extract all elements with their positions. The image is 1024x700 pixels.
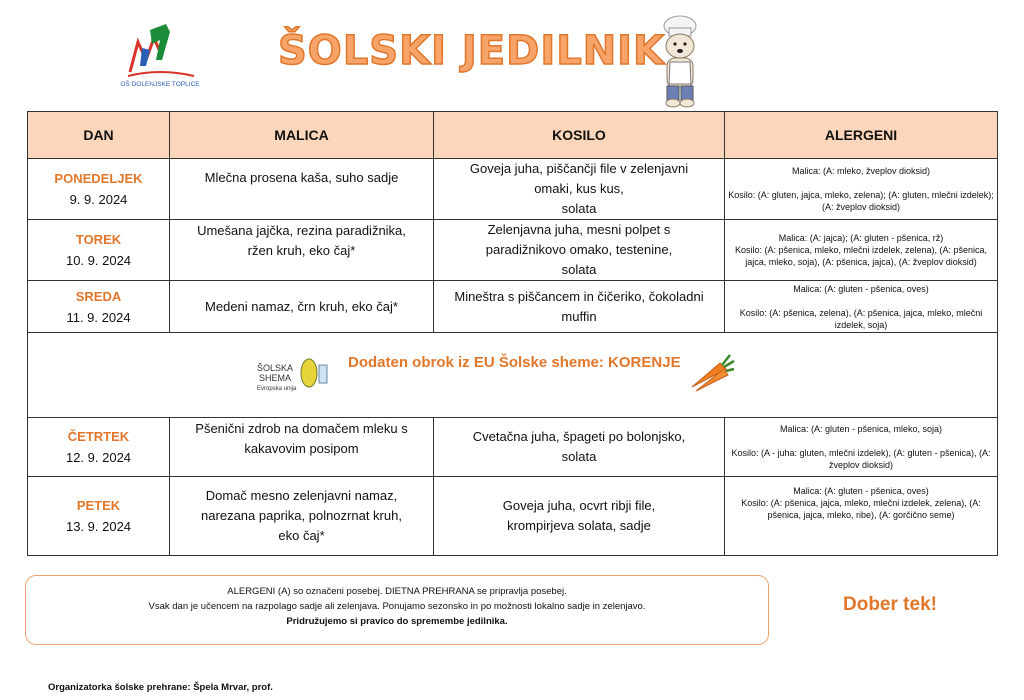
note-line-bold: Pridružujemo si pravico do spremembe jedilnika. (286, 616, 508, 627)
svg-text:ŠOLSKA: ŠOLSKA (257, 363, 294, 373)
kosilo-line: Zelenjavna juha, mesni polpet s (487, 222, 671, 237)
day-date: 11. 9. 2024 (66, 309, 131, 325)
malica-text: Mlečna prosena kaša, suho sadje (204, 170, 399, 185)
page-title: ŠOLSKI JEDILNIK (278, 28, 666, 74)
malica-line: eko čaj* (278, 528, 325, 543)
organizer-credit: Organizatorka šolske prehrane: Špela Mrvar, prof. (48, 682, 273, 693)
kosilo-cell (434, 159, 725, 220)
school-scheme-logo (253, 343, 333, 403)
malica-line: ržen kruh, eko čaj* (247, 243, 356, 258)
malica-cell (170, 159, 434, 220)
day-name: PETEK (76, 498, 121, 513)
kosilo-cell (434, 418, 725, 477)
kosilo-line: solata (561, 201, 597, 216)
alergeni-kosilo: Kosilo: (A: pšenica, zelena), (A: pšenica, jajca, mleko, mlečni izdelek, soja) (739, 307, 983, 330)
kosilo-line: omaki, kus kus, (534, 181, 624, 196)
table-row (28, 418, 998, 477)
alergeni-kosilo: Kosilo: (A: pšenica, jajca, mleko, mlečni izdelek, zelena), (A: pšenica, jajca, mleko, ribe), (A: gorčično seme) (741, 498, 981, 520)
table-row (28, 220, 998, 281)
table-row (28, 159, 998, 220)
kosilo-line: solata (561, 262, 597, 277)
kosilo-line: krompirjeva solata, sadje (507, 518, 651, 533)
day-date: 10. 9. 2024 (65, 253, 132, 268)
kosilo-cell (434, 281, 725, 333)
malica-line: Domač mesno zelenjavni namaz, (205, 488, 398, 503)
alergeni-cell (725, 159, 998, 220)
day-date: 12. 9. 2024 (65, 450, 132, 465)
table-row (28, 477, 998, 556)
column-header-malica: MALICA (170, 112, 434, 159)
alergeni-cell (725, 418, 998, 477)
school-logo (120, 20, 200, 90)
kosilo-line: Goveja juha, piščančji file v zelenjavni (469, 161, 689, 176)
note-line: Vsak dan je učencem na razpolago sadje ali zelenjava. Ponujamo sezonsko in po možnosti lokalno sadje in zelenjavo. (148, 601, 646, 612)
alergeni-malica: Malica: (A: gluten - pšenica, oves) (793, 486, 929, 496)
note-line: ALERGENI (A) so označeni posebej. DIETNA PREHRANA se pripravlja posebej. (227, 586, 567, 597)
day-cell (28, 159, 170, 220)
table-header-row (28, 112, 998, 159)
dober-tek-text: Dober tek! (843, 594, 937, 615)
malica-line: narezana paprika, polnozrnat kruh, (201, 508, 402, 523)
alergeni-cell (725, 220, 998, 281)
day-cell (28, 418, 170, 477)
alergeni-kosilo: Kosilo: (A: gluten, jajca, mleko, zelena); (A: gluten, mlečni izdelek); (A: žveplov dioksid) (728, 190, 994, 212)
malica-cell (170, 418, 434, 477)
malica-cell (170, 477, 434, 556)
column-header-dan: DAN (28, 112, 170, 159)
table-row-eu-scheme (28, 333, 998, 418)
kosilo-line: solata (561, 449, 597, 464)
svg-text:SHEMA: SHEMA (259, 373, 292, 383)
alergeni-malica: Malica: (A: gluten - pšenica, oves) (793, 283, 929, 294)
alergeni-malica: Malica: (A: jajca); (A: gluten - pšenica, rž) (778, 233, 944, 243)
allergen-note-box (25, 575, 769, 645)
malica-line: Pšenični zdrob na domačem mleku s (195, 421, 408, 436)
day-name: ČETRTEK (67, 429, 130, 444)
eu-scheme-text: Dodaten obrok iz EU Šolske sheme: KORENJE (348, 354, 681, 371)
kosilo-cell (434, 477, 725, 556)
kosilo-line: Cvetačna juha, špageti po bolonjsko, (472, 429, 686, 444)
carrot-icon (688, 353, 736, 393)
alergeni-malica: Malica: (A: mleko, žveplov dioksid) (791, 166, 931, 176)
day-date: 13. 9. 2024 (65, 519, 132, 534)
logo-text: OŠ DOLENJSKE TOPLICE (120, 81, 200, 88)
alergeni-cell (725, 477, 998, 556)
alergeni-kosilo: Kosilo: (A - juha: gluten, mlečni izdelek), (A: gluten - pšenica), (A: žveplov dioksid) (731, 448, 991, 470)
alergeni-cell (725, 281, 998, 333)
day-cell (28, 281, 170, 333)
kosilo-line: muffin (561, 308, 597, 324)
day-cell (28, 477, 170, 556)
column-header-alergeni: ALERGENI (725, 112, 998, 159)
kosilo-line: Mineštra s piščancem in čičeriko, čokoladni (454, 288, 704, 304)
malica-cell (170, 281, 434, 333)
svg-text:Evropska unija: Evropska unija (257, 386, 297, 392)
menu-table (27, 111, 998, 556)
day-name: PONEDELJEK (54, 171, 143, 186)
malica-line: Umešana jajčka, rezina paradižnika, (197, 223, 406, 238)
kosilo-line: paradižnikovo omako, testenine, (485, 242, 673, 257)
malica-text: Medeni namaz, črn kruh, eko čaj* (205, 298, 398, 314)
eu-scheme-cell (28, 333, 998, 418)
malica-cell (170, 220, 434, 281)
malica-line: kakavovim posipom (244, 441, 359, 456)
day-name: SREDA (75, 288, 122, 304)
day-date: 9. 9. 2024 (69, 192, 128, 207)
kosilo-cell (434, 220, 725, 281)
day-cell (28, 220, 170, 281)
column-header-kosilo: KOSILO (434, 112, 725, 159)
chef-bear-illustration (645, 12, 715, 108)
table-row (28, 281, 998, 333)
alergeni-malica: Malica: (A: gluten - pšenica, mleko, soja) (779, 424, 943, 434)
kosilo-line: Goveja juha, ocvrt ribji file, (502, 498, 656, 513)
alergeni-kosilo: Kosilo: (A: pšenica, mleko, mlečni izdelek, zelena), (A: pšenica, jajca, mleko, soja), (A: pšenica, jajca), (A: žveplov dioksid) (734, 245, 988, 267)
day-name: TOREK (75, 232, 122, 247)
